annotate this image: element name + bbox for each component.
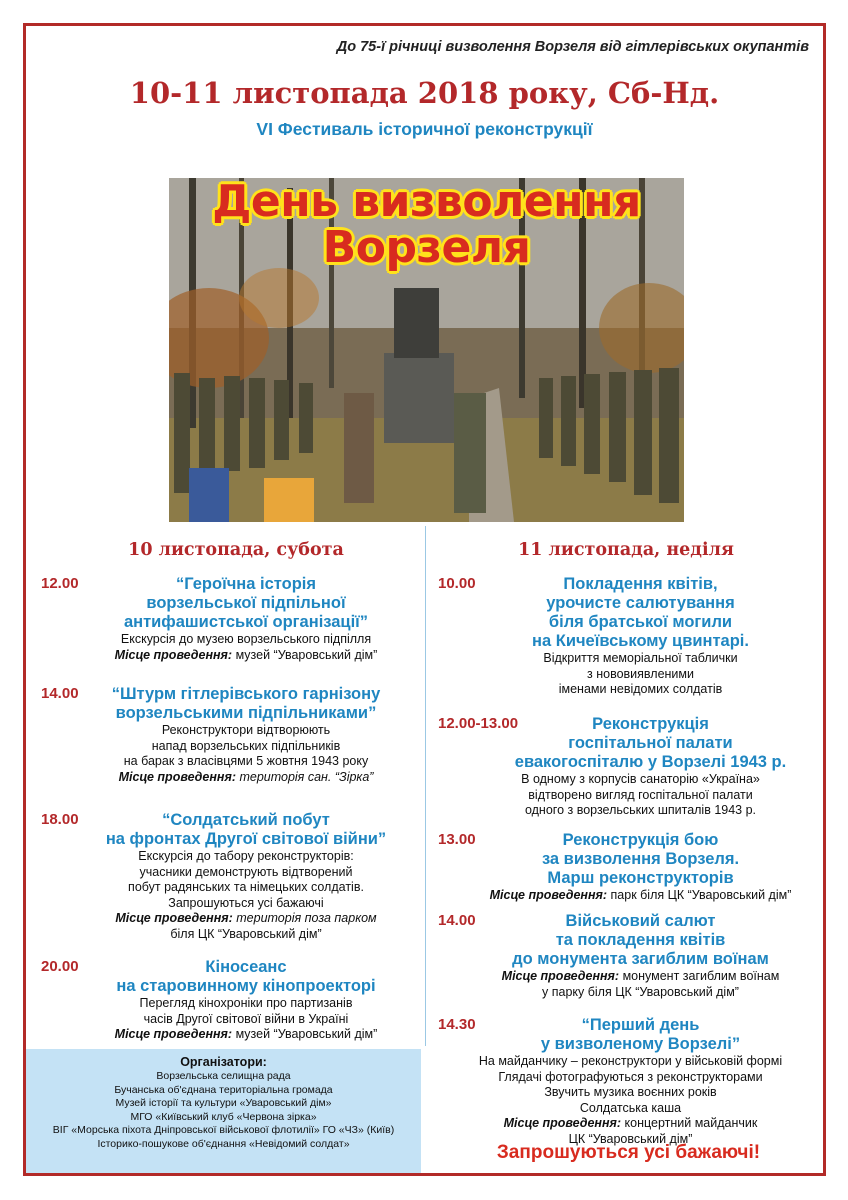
event-title-line: на фронтах Другої світової війни”: [105, 830, 387, 848]
event-title-line: Реконструкція: [592, 715, 709, 733]
event-time: 14.30: [438, 1016, 476, 1033]
poster-frame: [23, 23, 826, 1176]
event-time: 12.00-13.00: [438, 715, 519, 732]
main-title-line1: День визволення: [212, 178, 641, 227]
event-place-extra: біля ЦК “Уваровський дім”: [170, 926, 322, 941]
event-desc-line: В одному з корпусів санаторію «Україна»: [521, 772, 760, 786]
event-title-line: за визволення Ворзеля.: [541, 850, 740, 868]
event-place: Місце проведення: музей “Уваровський дім”: [114, 647, 378, 662]
main-title-line2: Ворзеля: [322, 222, 531, 273]
event-desc-line: Солдатська каша: [579, 1100, 682, 1115]
event-place: Місце проведення: музей “Уваровський дім”: [114, 1027, 378, 1041]
event-place-extra: ЦК “Уваровський дім”: [568, 1131, 693, 1146]
event-title-line: на Кичеївському цвинтарі.: [532, 632, 749, 650]
event-title-line: Покладення квітів,: [563, 575, 718, 593]
event-desc-line: одного з ворзельських шпиталів 1943 р.: [524, 803, 757, 817]
event-desc-line: Перегляд кінохроніки про партизанів: [139, 996, 353, 1010]
column-divider: [425, 526, 426, 1046]
event-title-line: до монумента загиблим воїнам: [512, 950, 769, 968]
dedication-text: До 75-ї річниці визволення Ворзеля від гітлерівських окупантів: [336, 39, 809, 55]
event-title-line: антифашистської організації”: [123, 613, 369, 631]
event-title-line: у визволеному Ворзелі”: [540, 1035, 741, 1053]
event-desc-line: Відкриття меморіальної таблички: [543, 651, 738, 665]
event-desc-line: Реконструктори відтворюють: [161, 723, 331, 737]
event-desc-line: з нововиявленими: [587, 666, 694, 681]
event-desc-line: часів Другої світової війни в Україні: [143, 1011, 349, 1026]
day1-heading: 10 листопада, субота: [128, 540, 344, 560]
event-place: Місце проведення: територія сан. “Зірка”: [118, 769, 374, 784]
event-time: 18.00: [41, 811, 79, 828]
event-title-line: “Солдатський побут: [162, 811, 330, 829]
event-desc-line: На майданчику – реконструктори у військовій формі: [478, 1054, 783, 1068]
event-title-line: ворзельської підпільної: [146, 594, 346, 612]
event-time: 13.00: [438, 831, 476, 848]
event-time: 12.00: [41, 575, 79, 592]
day1-event-2: [41, 685, 421, 785]
event-desc-line: іменами невідомих солдатів: [558, 682, 723, 696]
organizer-item: Бучанська об'єднана територіальна громада: [114, 1083, 333, 1096]
festival-title: VI Фестиваль історичної реконструкції: [256, 119, 593, 139]
event-time: 14.00: [438, 912, 476, 929]
day1-event-4: [41, 958, 421, 1043]
event-time: 10.00: [438, 575, 476, 592]
event-desc-line: побут радянських та німецьких солдатів.: [128, 880, 364, 894]
event-title-line: Марш реконструкторів: [547, 869, 734, 887]
event-time: 20.00: [41, 958, 79, 975]
event-title-line: Реконструкція бою: [562, 831, 719, 849]
day2-event-2: [438, 715, 823, 819]
event-title-line: біля братської могили: [548, 613, 733, 631]
organizers-title: Організатори:: [180, 1055, 267, 1069]
organizer-item: МГО «Київський клуб «Червона зірка»: [130, 1110, 317, 1123]
event-desc-line: відтворено вигляд госпітальної палати: [528, 787, 753, 802]
event-desc-line: напад ворзельських підпільників: [151, 738, 341, 753]
organizers-box: [26, 1049, 421, 1176]
event-title-line: ворзельськими підпільниками”: [115, 704, 377, 722]
event-title-line: Військовий салют: [565, 912, 716, 930]
event-place: Місце проведення: територія поза парком: [115, 911, 377, 925]
event-desc-line: учасники демонструють відтворений: [139, 864, 353, 879]
day2-event-3: [438, 831, 823, 904]
organizer-item: ВІГ «Морська піхота Дніпровської військової флотилії» ГО «ЧЗ» (Київ): [52, 1124, 395, 1137]
event-desc-line: Запрошуються усі бажаючі: [168, 895, 324, 910]
event-desc-line: Глядачі фотографуються з реконструкторами: [498, 1069, 763, 1084]
event-desc-line: Екскурсія до музею ворзельського підпілля: [120, 632, 372, 646]
event-title-line: на старовинному кінопроекторі: [116, 977, 376, 995]
event-place: Місце проведення: монумент загиблим воїнам: [501, 969, 780, 983]
event-title-line: “Штурм гітлерівського гарнізону: [111, 685, 381, 703]
reenactment-photo: [169, 178, 684, 522]
day2-event-4: [438, 912, 823, 1000]
event-desc-line: Звучить музика воєнних років: [544, 1085, 717, 1099]
event-desc-line: на барак з власівцями 5 жовтня 1943 року: [123, 754, 369, 768]
organizer-item: Ворзельська селищна рада: [156, 1070, 291, 1082]
event-title-line: евакогоспіталю у Ворзелі 1943 р.: [514, 753, 787, 771]
invitation-text: Запрошуються усі бажаючі!: [496, 1142, 761, 1163]
organizer-item: Музей історії та культури «Уваровський дім»: [115, 1097, 332, 1110]
day2-event-5: [438, 1016, 823, 1147]
event-place-extra: у парку біля ЦК “Уваровський дім”: [542, 984, 739, 999]
day2-heading: 11 листопада, неділя: [518, 540, 734, 560]
day1-event-3: [41, 811, 421, 942]
event-desc-line: Екскурсія до табору реконструкторів:: [138, 849, 354, 863]
event-place: Місце проведення: парк біля ЦК “Уваровський дім”: [489, 888, 792, 902]
event-title-line: госпітальної палати: [568, 734, 733, 752]
event-title-line: та покладення квітів: [555, 931, 726, 949]
event-title-line: “Героїчна історія: [175, 575, 317, 593]
event-title-line: “Перший день: [581, 1016, 700, 1034]
date-title: 10-11 листопада 2018 року, Сб-Нд.: [129, 76, 720, 110]
event-title-line: урочисте салютування: [546, 594, 735, 612]
day2-event-1: [438, 575, 823, 698]
organizer-item: Історико-пошукове об'єднання «Невідомий солдат»: [97, 1137, 350, 1150]
event-title-line: Кіносеанс: [205, 958, 287, 976]
event-time: 14.00: [41, 685, 79, 702]
day1-event-1: [41, 575, 421, 663]
event-place: Місце проведення: концертний майданчик: [503, 1116, 758, 1130]
